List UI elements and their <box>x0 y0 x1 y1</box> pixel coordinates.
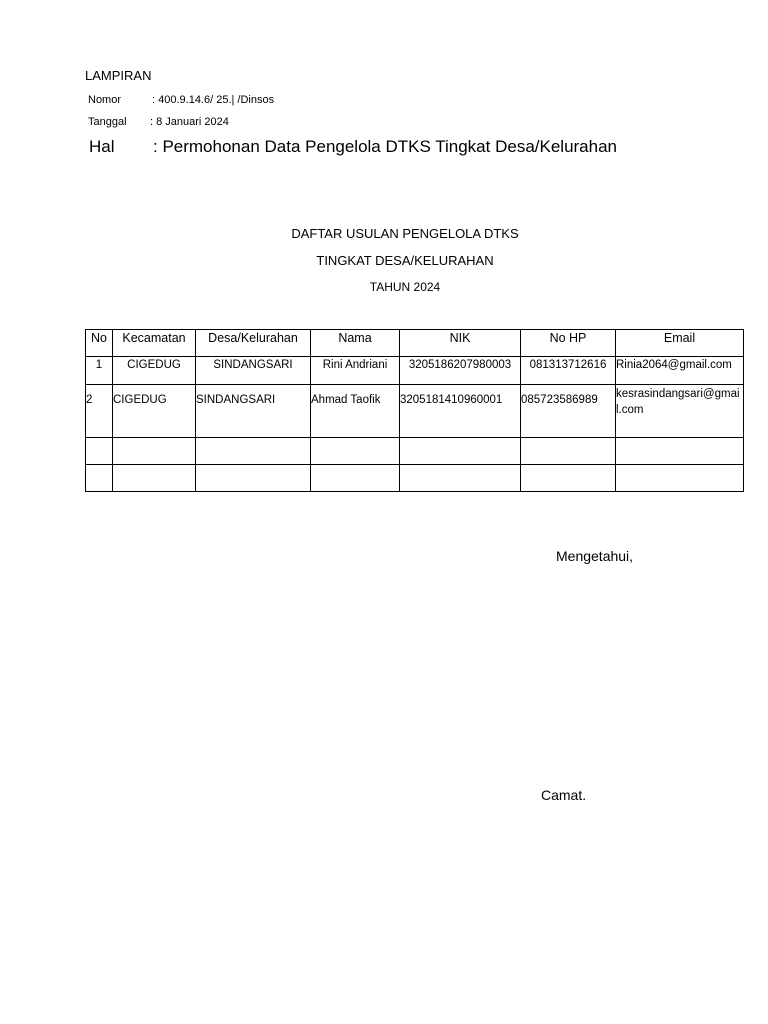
document-year: TAHUN 2024 <box>369 280 441 294</box>
cell-desa: SINDANGSARI <box>196 357 311 385</box>
cell-desa: SINDANGSARI <box>196 385 311 438</box>
hal-value: : Permohonan Data Pengelola DTKS Tingkat Desa/Kelurahan <box>153 137 617 156</box>
cell-no: 1 <box>86 357 113 385</box>
col-header-no: No <box>86 330 113 357</box>
table-row <box>86 385 744 438</box>
col-header-nama: Nama <box>311 330 400 357</box>
col-header-desa: Desa/Kelurahan <box>196 330 311 357</box>
cell-nama: Rini Andriani <box>311 357 400 385</box>
nomor-value: : 400.9.14.6/ 25.| /Dinsos <box>152 94 275 106</box>
nomor-label: Nomor <box>88 94 122 106</box>
cell-no: 2 <box>86 385 113 438</box>
table-row-empty <box>86 438 744 465</box>
document-title: DAFTAR USULAN PENGELOLA DTKS <box>291 226 519 241</box>
table-row-empty <box>86 465 744 492</box>
cell-nama: Ahmad Taofik <box>311 385 400 438</box>
cell-nik: 3205181410960001 <box>400 385 521 438</box>
table-row <box>86 357 744 385</box>
tanggal-label: Tanggal <box>88 116 127 128</box>
lampiran-heading: LAMPIRAN <box>85 68 152 83</box>
col-header-nohp: No HP <box>521 330 616 357</box>
col-header-email: Email <box>616 330 744 357</box>
cell-email: kesrasindangsari@gmail.com <box>616 385 744 438</box>
cell-kecamatan: CIGEDUG <box>113 357 196 385</box>
cell-email: Rinia2064@gmail.com <box>616 357 744 385</box>
cell-kecamatan: CIGEDUG <box>113 385 196 438</box>
col-header-kecamatan: Kecamatan <box>113 330 196 357</box>
pengelola-table <box>85 329 744 492</box>
table-header-row <box>86 330 744 357</box>
col-header-nik: NIK <box>400 330 521 357</box>
cell-nohp: 085723586989 <box>521 385 616 438</box>
cell-nik: 3205186207980003 <box>400 357 521 385</box>
cell-nohp: 081313712616 <box>521 357 616 385</box>
camat-signature-label: Camat. <box>541 787 587 803</box>
mengetahui-label: Mengetahui, <box>556 548 634 564</box>
document-subtitle: TINGKAT DESA/KELURAHAN <box>316 253 494 268</box>
hal-label: Hal <box>89 137 115 156</box>
tanggal-value: : 8 Januari 2024 <box>150 116 229 128</box>
